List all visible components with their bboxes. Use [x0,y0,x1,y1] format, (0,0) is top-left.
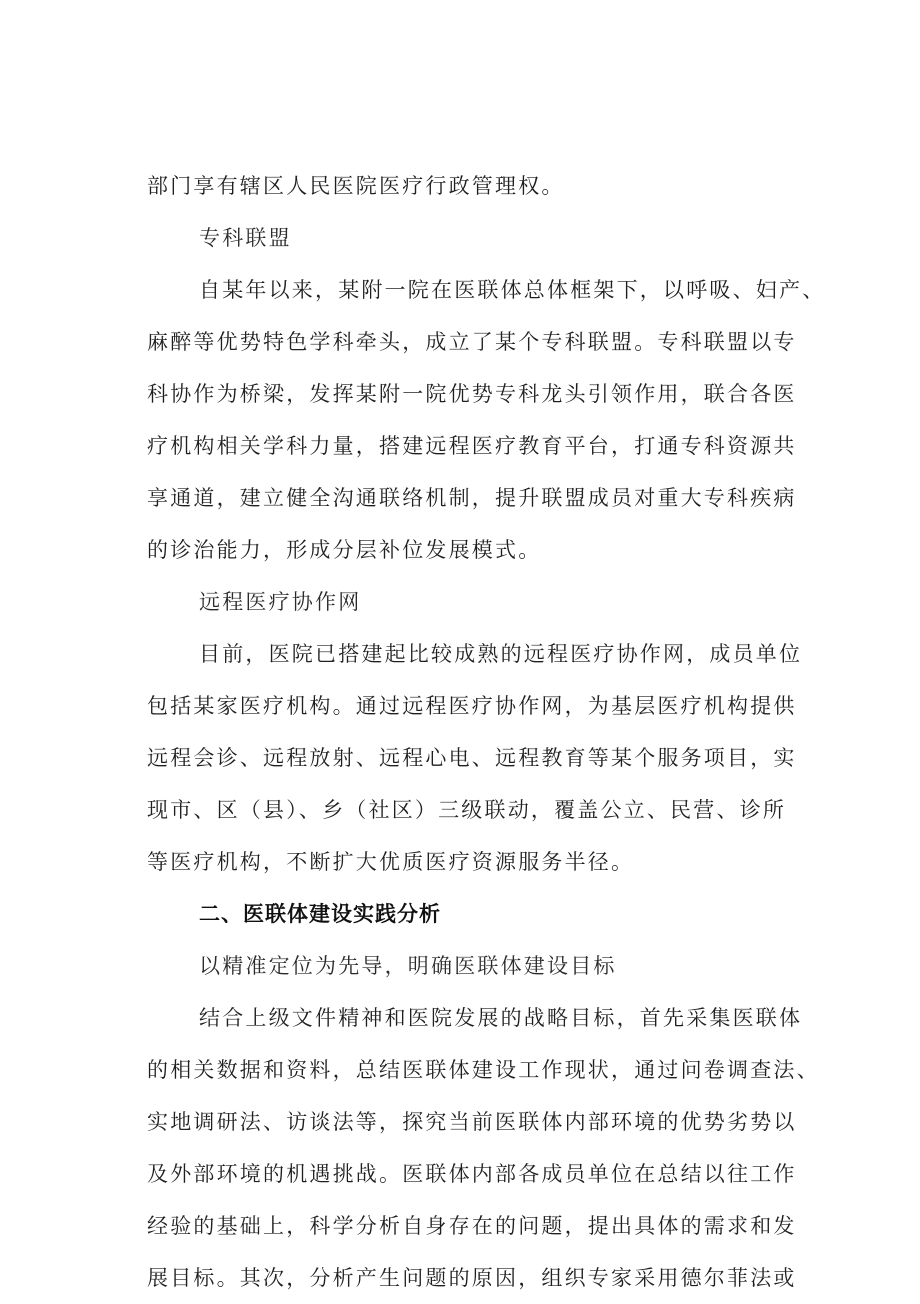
text-line: 的相关数据和资料，总结医联体建设工作现状，通过问卷调查法、 [147,1058,820,1082]
paragraph-telemedicine-network [147,628,803,888]
section-heading-practice-analysis: 二、医联体建设实践分析 [199,902,441,926]
subheading-specialty-alliance: 专科联盟 [199,226,292,250]
text-line: 现市、区（县）、乡（社区）三级联动，覆盖公立、民营、诊所 [147,798,787,822]
text-line: 麻醉等优势特色学科牵头，成立了某个专科联盟。专科联盟以专 [147,330,797,354]
text-line: 疗机构相关学科力量，搭建远程医疗教育平台，打通专科资源共 [147,434,797,458]
paragraph-construction-goals [147,992,820,1304]
text-line: 部门享有辖区人民医院医疗行政管理权。 [147,174,565,198]
text-line: 自某年以来，某附一院在医联体总体框架下，以呼吸、妇产、 [199,278,826,302]
text-line: 目前，医院已搭建起比较成熟的远程医疗协作网，成员单位 [199,642,803,666]
text-line: 经验的基础上，科学分析自身存在的问题，提出具体的需求和发 [147,1214,797,1238]
text-line: 结合上级文件精神和医院发展的战略目标，首先采集医联体 [199,1006,803,1030]
text-line: 等医疗机构，不断扩大优质医疗资源服务半径。 [147,850,635,874]
text-line: 展目标。其次，分析产生问题的原因，组织专家采用德尔菲法或 [147,1266,797,1290]
text-line: 的诊治能力，形成分层补位发展模式。 [147,538,542,562]
paragraph-specialty-alliance [147,264,826,576]
text-line: 实地调研法、访谈法等，探究当前医联体内部环境的优势劣势以 [147,1110,797,1134]
text-line: 及外部环境的机遇挑战。医联体内部各成员单位在总结以往工作 [147,1162,797,1186]
text-line: 享通道，建立健全沟通联络机制，提升联盟成员对重大专科疾病 [147,486,797,510]
document-body [147,160,826,1304]
text-line: 科协作为桥梁，发挥某附一院优势专科龙头引领作用，联合各医 [147,382,797,406]
text-line: 包括某家医疗机构。通过远程医疗协作网，为基层医疗机构提供 [147,694,797,718]
text-line: 远程会诊、远程放射、远程心电、远程教育等某个服务项目，实 [147,746,797,770]
subheading-telemedicine-network: 远程医疗协作网 [199,590,362,614]
subheading-precise-positioning: 以精准定位为先导，明确医联体建设目标 [199,954,617,978]
paragraph-continuation [147,160,797,212]
